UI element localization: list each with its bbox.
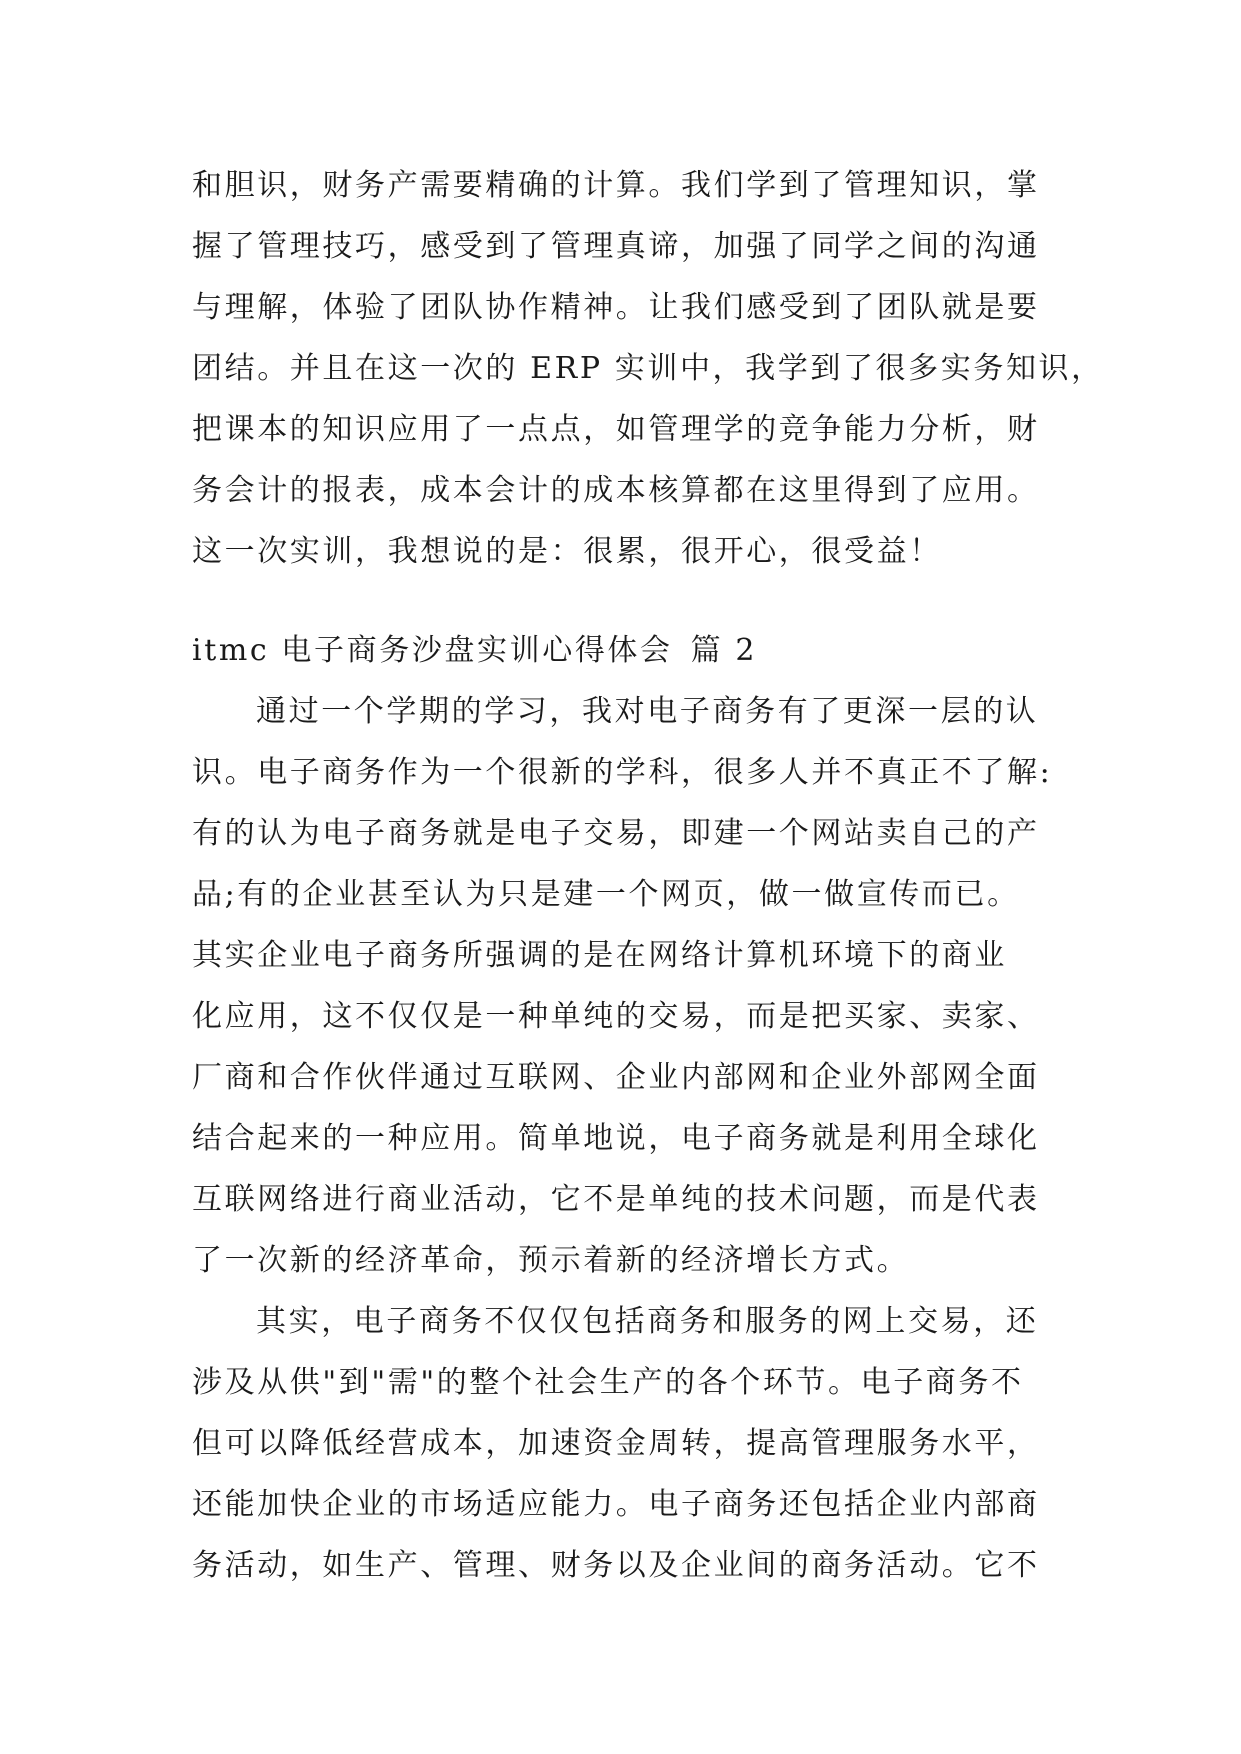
section-2 xyxy=(192,620,1072,1596)
text-line: 但可以降低经营成本，加速资金周转，提高管理服务水平， xyxy=(192,1426,1040,1461)
text-line: 务活动，如生产、管理、财务以及企业间的商务活动。它不 xyxy=(192,1548,1040,1583)
paragraph-1 xyxy=(192,681,1072,1291)
text-line: 有的认为电子商务就是电子交易，即建一个网站卖自己的产 xyxy=(192,816,1040,851)
section-title: itmc 电子商务沙盘实训心得体会 xyxy=(192,633,673,668)
text-line: 涉及从供"到"需"的整个社会生产的各个环节。电子商务不 xyxy=(192,1365,1024,1400)
text-line: 了一次新的经济革命，预示着新的经济增长方式。 xyxy=(192,1243,910,1278)
text-line: 还能加快企业的市场适应能力。电子商务还包括企业内部商 xyxy=(192,1487,1040,1522)
text-line: 通过一个学期的学习，我对电子商务有了更深一层的认 xyxy=(256,694,1039,729)
text-line: 厂商和合作伙伴通过互联网、企业内部网和企业外部网全面 xyxy=(192,1060,1040,1095)
text-line: 把课本的知识应用了一点点，如管理学的竞争能力分析，财 xyxy=(192,412,1040,447)
text-line: 其实，电子商务不仅仅包括商务和服务的网上交易，还 xyxy=(256,1304,1039,1339)
continuation-paragraph xyxy=(192,155,1104,582)
section-heading xyxy=(192,620,1072,681)
paragraph-2 xyxy=(192,1291,1072,1596)
text-line: 结合起来的一种应用。简单地说，电子商务就是利用全球化 xyxy=(192,1121,1040,1156)
text-line: 和胆识，财务产需要精确的计算。我们学到了管理知识，掌 xyxy=(192,168,1040,203)
text-line: 互联网络进行商业活动，它不是单纯的技术问题，而是代表 xyxy=(192,1182,1040,1217)
text-line: 握了管理技巧，感受到了管理真谛，加强了同学之间的沟通 xyxy=(192,229,1040,264)
text-line: 其实企业电子商务所强调的是在网络计算机环境下的商业 xyxy=(192,938,1007,973)
text-line: 化应用，这不仅仅是一种单纯的交易，而是把买家、卖家、 xyxy=(192,999,1040,1034)
text-line: 这一次实训，我想说的是：很累，很开心，很受益！ xyxy=(192,534,942,569)
text-line: 团结。并且在这一次的 ERP 实训中，我学到了很多实务知识， xyxy=(192,351,1104,386)
text-line: 与理解，体验了团队协作精神。让我们感受到了团队就是要 xyxy=(192,290,1040,325)
section-label: 篇 2 xyxy=(690,633,758,668)
text-line: 品;有的企业甚至认为只是建一个网页，做一做宣传而已。 xyxy=(192,877,1020,912)
text-line: 识。电子商务作为一个很新的学科，很多人并不真正不了解: xyxy=(192,755,1053,790)
text-line: 务会计的报表，成本会计的成本核算都在这里得到了应用。 xyxy=(192,473,1040,508)
